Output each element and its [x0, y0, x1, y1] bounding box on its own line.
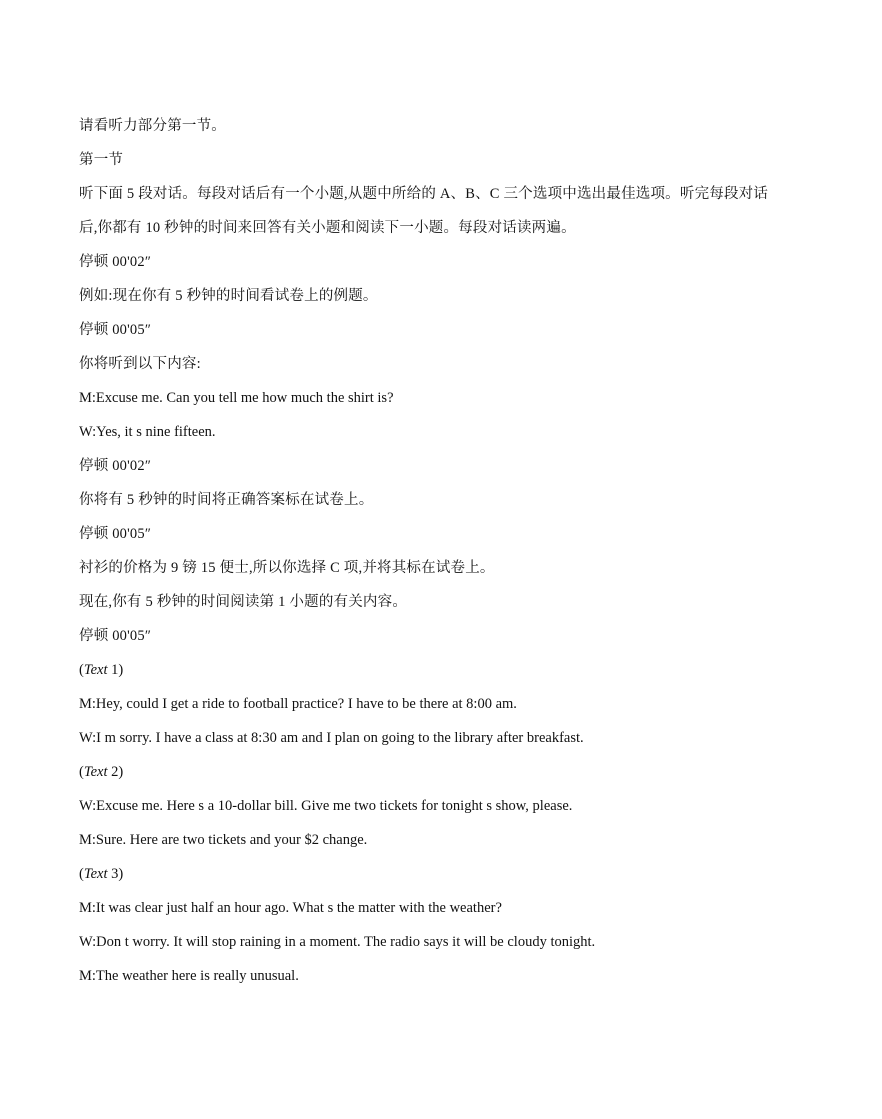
reading-instruction-line: 现在,你有 5 秒钟的时间阅读第 1 小题的有关内容。: [79, 594, 408, 610]
dialogue-line: W:Yes, it s nine fifteen.: [79, 424, 216, 440]
text-label-word: Text: [83, 764, 108, 780]
text-label-number: 1: [111, 662, 119, 678]
dialogue-line: M:The weather here is really unusual.: [79, 968, 299, 984]
text-label-number: 2: [111, 764, 119, 780]
text-label-number: 3: [111, 866, 119, 882]
dialogue-line: W:Excuse me. Here s a 10-dollar bill. Give me two tickets for tonight s show, please.: [79, 798, 573, 814]
answer-instruction-line: 你将有 5 秒钟的时间将正确答案标在试卷上。: [79, 492, 374, 508]
text-label-word: Text: [83, 662, 108, 678]
text-label-2: (Text 2): [79, 764, 124, 780]
pause-line: 停顿 00'05″: [79, 526, 152, 542]
directions-line-1: 听下面 5 段对话。每段对话后有一个小题,从题中所给的 A、B、C 三个选项中选出最佳选项。听完每段对话: [79, 186, 769, 202]
pause-line: 停顿 00'02″: [79, 254, 152, 270]
pause-line: 停顿 00'02″: [79, 458, 152, 474]
text-label-word: Text: [83, 866, 108, 882]
directions-line-2: 后,你都有 10 秒钟的时间来回答有关小题和阅读下一小题。每段对话读两遍。: [79, 220, 576, 236]
instruction-line: 请看听力部分第一节。: [79, 118, 226, 134]
explanation-line: 衬衫的价格为 9 镑 15 便士,所以你选择 C 项,并将其标在试卷上。: [79, 560, 495, 576]
example-line: 例如:现在你有 5 秒钟的时间看试卷上的例题。: [79, 288, 378, 304]
pause-line: 停顿 00'05″: [79, 628, 152, 644]
dialogue-line: M:Hey, could I get a ride to football practice? I have to be there at 8:00 am.: [79, 696, 517, 712]
dialogue-line: W:I m sorry. I have a class at 8:30 am and I plan on going to the library after breakfast.: [79, 730, 584, 746]
text-label-3: (Text 3): [79, 866, 124, 882]
dialogue-line: M:Excuse me. Can you tell me how much the shirt is?: [79, 390, 394, 406]
will-hear-line: 你将听到以下内容:: [79, 356, 201, 372]
pause-line: 停顿 00'05″: [79, 322, 152, 338]
dialogue-line: W:Don t worry. It will stop raining in a moment. The radio says it will be cloudy tonight.: [79, 934, 596, 950]
section-heading: 第一节: [79, 152, 124, 168]
text-label-1: (Text 1): [79, 662, 124, 678]
dialogue-line: M:Sure. Here are two tickets and your $2 change.: [79, 832, 368, 848]
dialogue-line: M:It was clear just half an hour ago. What s the matter with the weather?: [79, 900, 502, 916]
